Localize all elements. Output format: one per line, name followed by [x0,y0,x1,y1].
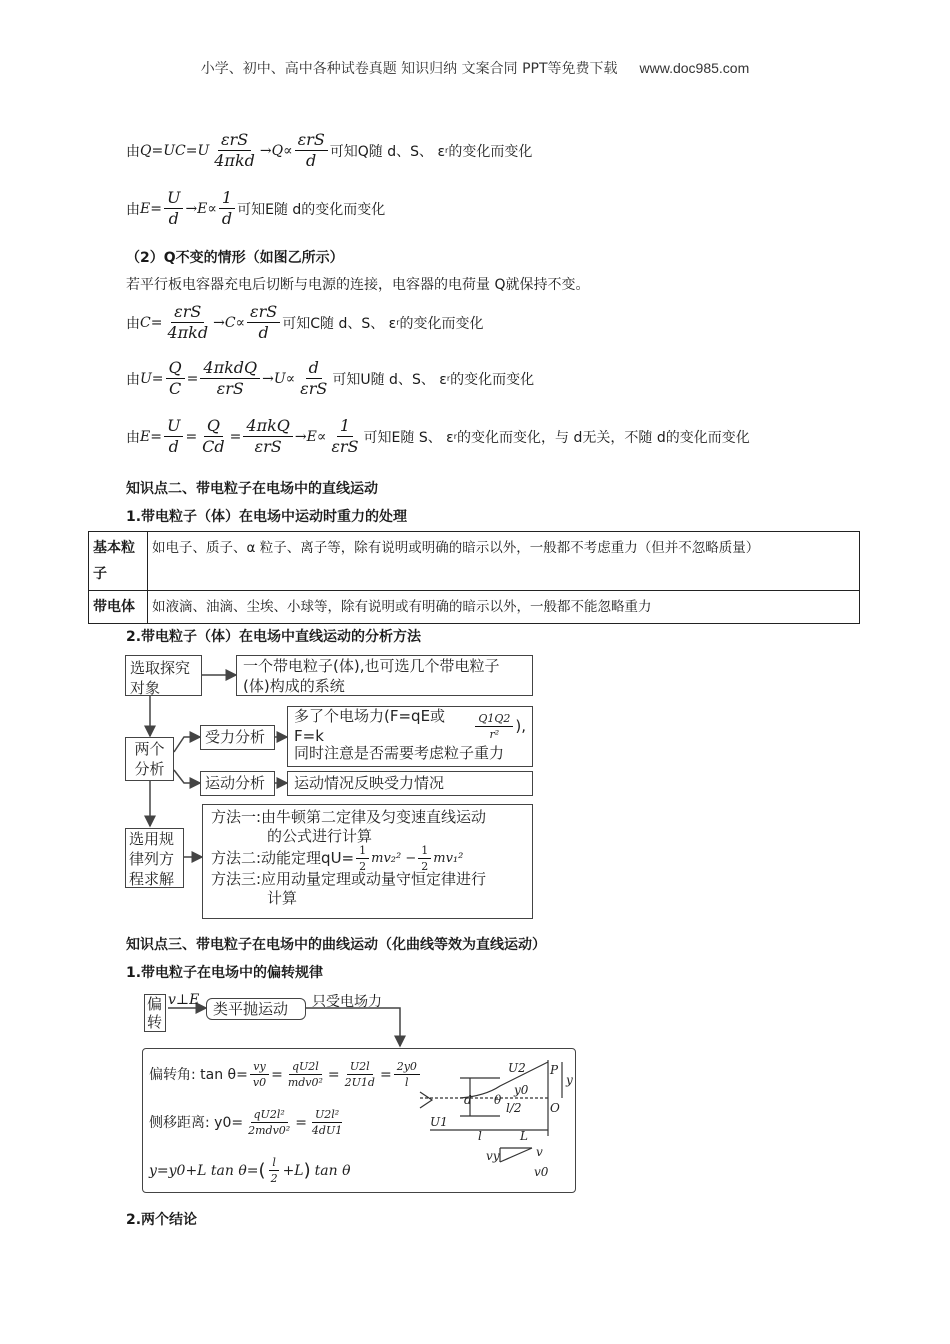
label-theta: θ [494,1093,502,1107]
text: 由 [126,371,140,388]
text: tan θ [314,1162,351,1179]
label-d: d [464,1093,472,1107]
text: →E∝ [185,200,217,217]
table-key: 带电体 [89,591,148,624]
deflection-label: 偏转 [144,994,166,1032]
text: = [186,370,199,387]
label-l2: l/2 [506,1101,522,1115]
numerator: l [269,1157,279,1171]
numerator: 1 [337,418,353,437]
label-u2: U2 [508,1061,526,1075]
numerator: qU2l [289,1061,322,1075]
label-vy: vy [486,1149,500,1163]
subsection-title: 2.带电粒子（体）在电场中直线运动的分析方法 [126,629,422,645]
condition-label: v⊥E [168,992,200,1008]
text: 偏转角: tan θ= [149,1066,248,1083]
text: 可知E随 d的变化而变化 [237,201,386,218]
denominator: 2mdv0² [248,1124,291,1137]
numerator: εrS [218,132,251,151]
numerator: 4πkQ [243,418,293,437]
label-l: l [478,1129,482,1143]
denominator: 2U1d [344,1076,375,1089]
label-v: v [536,1145,543,1159]
flow-choose-object: 选取探究对象 [125,655,202,696]
text: →U∝ [262,370,296,387]
text: E= [140,200,162,217]
subsection-title: 2.两个结论 [126,1212,198,1228]
header-text: 小学、初中、高中各种试卷真题 知识归纳 文案合同 PPT等免费下载 [200,61,618,77]
text: →Q∝ [259,142,293,159]
denominator: εrS [254,437,282,456]
flow-motion-desc: 运动情况反映受力情况 [287,771,533,796]
text: 由 [126,315,140,332]
text: 可知C随 d、S、 ε [282,315,397,332]
numerator: vy [250,1061,268,1075]
text: →C∝ [213,314,246,331]
denominator: mdv0² [287,1076,323,1089]
text: C= [140,314,163,331]
text: +L [282,1162,304,1179]
label-o: O [550,1101,560,1115]
numerator: εrS [295,132,328,151]
text: mv₁² [433,850,464,866]
y-formula: y=y0+L tan θ= ( $\frac{l}{2}$ +L ) tan θ [149,1156,351,1185]
text: →E∝ [294,428,327,445]
method-3: 方法三:应用动量定理或动量守恒定律进行 [211,870,487,888]
text: 侧移距离: y0= [149,1114,244,1131]
subsection-title: 1.带电粒子在电场中的偏转规律 [126,965,324,981]
numerator: Q [166,360,185,379]
flow-force-analysis: 受力分析 [200,725,275,750]
fraction: $\frac{1}{2}$ [356,845,369,872]
method-2: 方法二:动能定理qU= [211,848,355,867]
text: y=y0+L tan θ= [149,1162,259,1179]
side-distance-formula: 侧移距离: y0= $\frac{\text{qU2l²}}{\text{2mdv0²}}$ = $\frac{\text{U2l²}}{4dU1}$ [149,1109,347,1136]
fraction: $\frac{1}{2}$ [418,845,431,872]
text: 可知Q随 d、S、 ε [329,143,446,160]
text: 可知E随 S、 ε [363,429,454,446]
denominator: C [168,379,182,398]
label-y0: y0 [514,1083,529,1097]
numerator: 2y0 [394,1061,420,1075]
formula-q-constant-u: 由 Q=UC=U $\frac{\text{εrS}}{\text{4πkd}}$ →Q∝ $\frac{\text{εrS}}{d}$ 可知Q随 d、S、 ε r 的变化而变化 [126,130,533,170]
table-key: 基本粒子 [89,532,148,591]
denominator: 2 [270,1172,278,1185]
method-1: 方法一:由牛顿第二定律及匀变速直线运动 [211,808,487,826]
denominator: d [168,209,179,228]
text: 可知U随 d、S、 ε [332,371,447,388]
denominator: d [258,323,269,342]
numerator: qU2l² [251,1109,288,1123]
denominator: Cd [202,437,225,456]
numerator: U [164,190,183,209]
formula-u-constant-q: 由 U= $\frac{Q}{C}$ = $\frac{\text{4πkdQ}}{\text{εrS}}$ →U∝ $\frac{d}{\text{εrS}}$ 可知U随 d、S、 ε r 的变化而变化 [126,358,535,398]
trajectory [460,1062,548,1098]
text: 的变化而变化 [399,315,484,332]
numerator: U2l² [312,1109,342,1123]
table-value: 如电子、质子、α 粒子、离子等，除有说明或明确的暗示以外，一般都不考虑重力（但并不忽略质量） [148,532,860,591]
text: 由 [126,143,140,160]
denominator: εrS [331,437,359,456]
denominator: 4dU1 [311,1124,343,1137]
text: ), [515,717,526,735]
numerator: d [306,360,322,379]
text: 同时注意是否需要考虑粒子重力 [294,744,505,762]
denominator: εrS [216,379,244,398]
label-v0: v0 [534,1165,549,1179]
section-title: 知识点二、带电粒子在电场中的直线运动 [126,481,378,497]
numerator: U2l [347,1061,373,1075]
label-L: L [520,1129,528,1143]
method-3-cont: 计算 [267,889,298,907]
numerator: U [164,418,183,437]
text: Q=UC=U [140,142,210,159]
text: = [229,428,242,445]
v-vector [500,1148,532,1162]
label-p: P [550,1063,559,1077]
label-u1: U1 [430,1115,448,1129]
denominator: 4πkd [214,151,255,170]
numerator: 1 [219,190,235,209]
paragraph: 若平行板电容器充电后切断与电源的连接，电容器的电荷量 Q就保持不变。 [126,277,590,293]
label-y: y [566,1073,573,1087]
text: U= [140,370,164,387]
projectile-motion-box: 类平抛运动 [206,998,306,1020]
subsection-title: （2）Q不变的情形（如图乙所示） [126,250,344,266]
text: 由 [126,429,140,446]
denominator: r² [489,727,500,741]
numerator: Q [204,418,223,437]
numerator: 1 [356,845,369,859]
denominator: d [306,151,317,170]
text: 多了个电场力(F=qE或F=k [294,707,446,745]
denominator: 4πkd [167,323,209,342]
denominator: d [221,209,233,228]
numerator: 1 [418,845,431,859]
flow-choose-desc: 一个带电粒子(体),也可选几个带电粒子(体)构成的系统 [236,655,533,696]
table-value: 如液滴、油滴、尘埃、小球等，除有说明或有明确的暗示以外，一般都不能忽略重力 [148,591,860,624]
flow-two-analyses: 两个分析 [125,737,174,781]
text: 的变化而变化，与 d无关，不随 d的变化而变化 [457,429,750,446]
numerator: 4πkdQ [200,360,260,379]
numerator: εrS [247,304,280,323]
subsection-title: 1.带电粒子（体）在电场中运动时重力的处理 [126,509,408,525]
flow-choose-law: 选用规律列方程求解 [125,828,184,888]
text: 的变化而变化 [448,143,533,160]
text: 的变化而变化 [450,371,535,388]
denominator: d [168,437,179,456]
text: E= [140,428,162,445]
angle-formula: 偏转角: tan θ= $\frac{vy}{v0}$ = $\frac{qU2l}{\text{mdv0²}}$ = $\frac{U2l}{2U1d}$ = $\frac{2y0}{l}$ [149,1061,422,1088]
flow-motion-analysis: 运动分析 [200,771,275,796]
numerator: εrS [171,304,204,323]
formula-c-constant-q: 由 C= $\frac{\text{εrS}}{\text{4πkd}}$ →C∝ $\frac{\text{εrS}}{d}$ 可知C随 d、S、 ε r 的变化而变化 [126,302,484,342]
text: = [185,428,198,445]
header-url[interactable]: www.doc985.com [639,60,750,76]
formula-e-constant-q: 由 E= $\frac{U}{d}$ = $\frac{Q}{Cd}$ = $\frac{\text{4πkQ}}{\text{εrS}}$ →E∝ $\frac{1}{\text{εrS}}$ 可知E随 S、 ε r 的变化而变化，与 d无关，不随 d的变化而变化 [126,416,750,456]
section-title: 知识点三、带电粒子在电场中的曲线运动（化曲线等效为直线运动） [126,937,546,953]
gun-shape [420,1092,432,1108]
only-electric-force: 只受电场力 [312,994,382,1010]
text: 由 [126,201,140,218]
denominator: εrS [300,379,328,398]
denominator: v0 [252,1076,267,1089]
text: mv₂² − [371,850,417,866]
numerator: Q1Q2 [475,713,513,727]
denominator: l [405,1076,409,1089]
method-1-cont: 的公式进行计算 [267,827,373,845]
